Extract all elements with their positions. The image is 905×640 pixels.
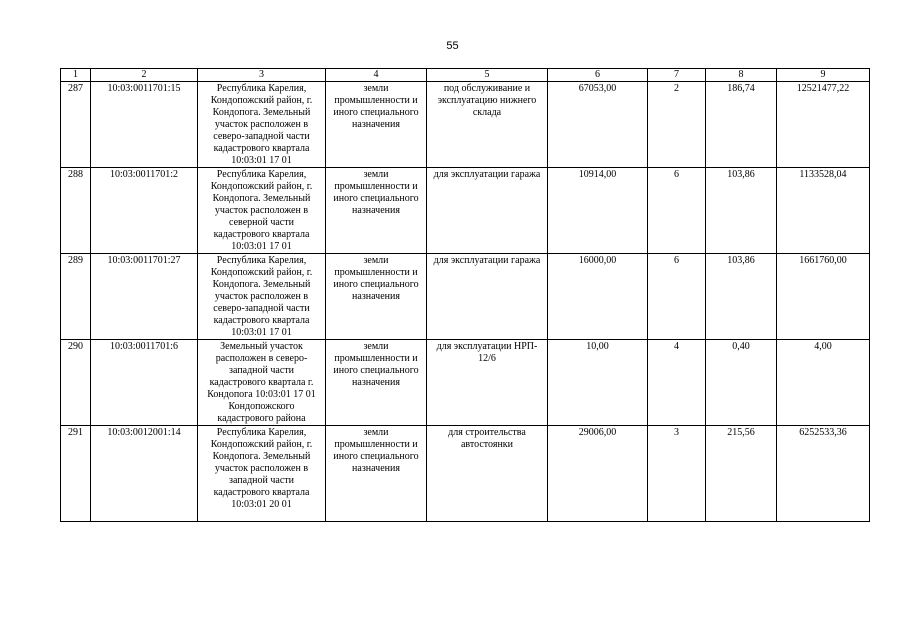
col8-cell: 103,86	[706, 168, 777, 254]
table-row	[61, 82, 870, 168]
table-header-row	[61, 69, 870, 82]
table-row	[61, 340, 870, 426]
cadastral-number-cell: 10:03:0012001:14	[91, 426, 198, 522]
col9-cell: 1661760,00	[777, 254, 870, 340]
permitted-use-cell: для эксплуатации гаража	[427, 168, 548, 254]
location-cell: Республика Карелия, Кондопожский район, г. Кондопога. Земельный участок расположен в северо-западной части кадастрового квартала 10:03:01 17 01	[198, 82, 326, 168]
row-number-cell: 289	[61, 254, 91, 340]
header-col-3: 3	[198, 69, 326, 82]
row-number-cell: 288	[61, 168, 91, 254]
land-category-cell: земли промышленности и иного специального назначения	[326, 254, 427, 340]
col8-cell: 0,40	[706, 340, 777, 426]
cadastral-number-cell: 10:03:0011701:27	[91, 254, 198, 340]
location-cell: Республика Карелия, Кондопожский район, г. Кондопога. Земельный участок расположен в северо-западной части кадастрового квартала 10:03:01 17 01	[198, 254, 326, 340]
col8-cell: 186,74	[706, 82, 777, 168]
col7-cell: 3	[648, 426, 706, 522]
area-cell: 29006,00	[548, 426, 648, 522]
table-row	[61, 426, 870, 522]
area-cell: 10,00	[548, 340, 648, 426]
header-col-8: 8	[706, 69, 777, 82]
row-number-cell: 287	[61, 82, 91, 168]
cadastral-number-cell: 10:03:0011701:2	[91, 168, 198, 254]
permitted-use-cell: для эксплуатации гаража	[427, 254, 548, 340]
col9-cell: 6252533,36	[777, 426, 870, 522]
location-cell: Земельный участок расположен в северо-западной части кадастрового квартала г. Кондопога 10:03:01 17 01 Кондопожского кадастрового района	[198, 340, 326, 426]
permitted-use-cell: для строительства автостоянки	[427, 426, 548, 522]
area-cell: 10914,00	[548, 168, 648, 254]
land-registry-table	[60, 68, 870, 522]
header-col-4: 4	[326, 69, 427, 82]
col7-cell: 4	[648, 340, 706, 426]
table-row	[61, 168, 870, 254]
cadastral-number-cell: 10:03:0011701:15	[91, 82, 198, 168]
page-number: 55	[446, 40, 459, 52]
table-row	[61, 254, 870, 340]
location-cell: Республика Карелия, Кондопожский район, г. Кондопога. Земельный участок расположен в северной части кадастрового квартала 10:03:01 17 01	[198, 168, 326, 254]
land-category-cell: земли промышленности и иного специального назначения	[326, 168, 427, 254]
row-number-cell: 291	[61, 426, 91, 522]
header-col-6: 6	[548, 69, 648, 82]
area-cell: 67053,00	[548, 82, 648, 168]
permitted-use-cell: для эксплуатации НРП- 12/6	[427, 340, 548, 426]
header-col-9: 9	[777, 69, 870, 82]
col7-cell: 2	[648, 82, 706, 168]
location-cell: Республика Карелия, Кондопожский район, г. Кондопога. Земельный участок расположен в западной части кадастрового квартала 10:03:01 20 01	[198, 426, 326, 522]
col9-cell: 4,00	[777, 340, 870, 426]
col8-cell: 103,86	[706, 254, 777, 340]
area-cell: 16000,00	[548, 254, 648, 340]
land-category-cell: земли промышленности и иного специального назначения	[326, 340, 427, 426]
col7-cell: 6	[648, 168, 706, 254]
col7-cell: 6	[648, 254, 706, 340]
header-col-5: 5	[427, 69, 548, 82]
col9-cell: 1133528,04	[777, 168, 870, 254]
header-col-7: 7	[648, 69, 706, 82]
land-category-cell: земли промышленности и иного специального назначения	[326, 82, 427, 168]
col9-cell: 12521477,22	[777, 82, 870, 168]
cadastral-number-cell: 10:03:0011701:6	[91, 340, 198, 426]
row-number-cell: 290	[61, 340, 91, 426]
header-col-2: 2	[91, 69, 198, 82]
land-category-cell: земли промышленности и иного специального назначения	[326, 426, 427, 522]
permitted-use-cell: под обслуживание и эксплуатацию нижнего склада	[427, 82, 548, 168]
header-col-1: 1	[61, 69, 91, 82]
col8-cell: 215,56	[706, 426, 777, 522]
